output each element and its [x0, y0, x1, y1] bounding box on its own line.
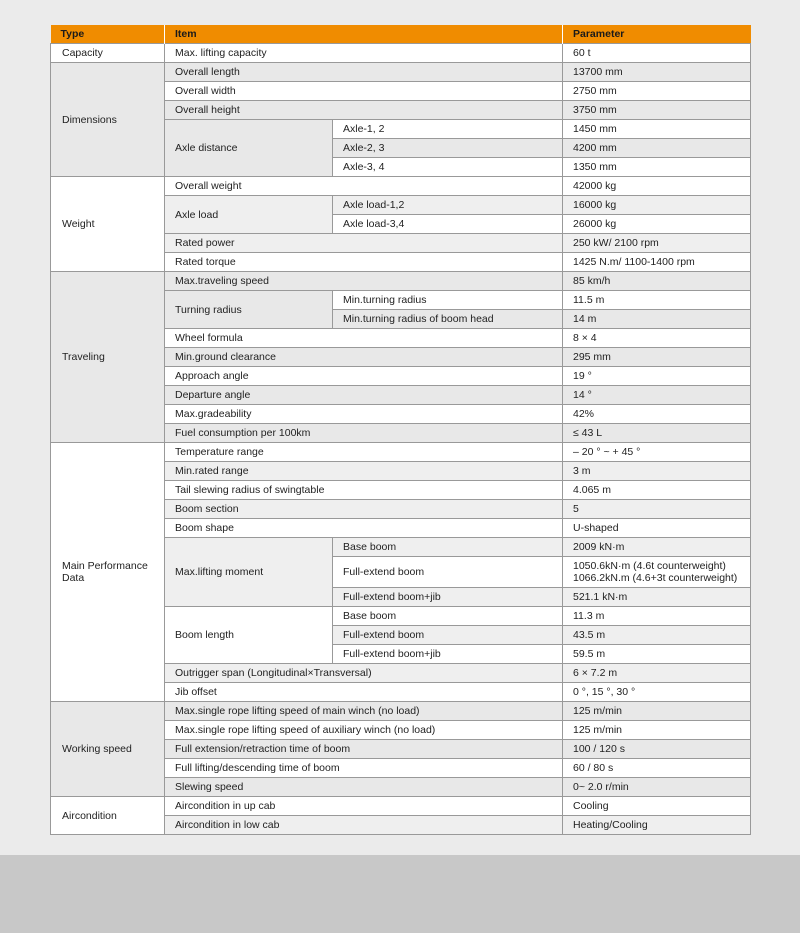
item-cell: Overall length — [165, 63, 563, 82]
table-row — [51, 63, 751, 82]
item-cell: Outrigger span (Longitudinal×Transversal) — [165, 664, 563, 683]
sub-item-cell: Base boom — [333, 607, 563, 626]
value-cell: 4200 mm — [563, 139, 751, 158]
item-cell: Temperature range — [165, 443, 563, 462]
value-cell: 4.065 m — [563, 481, 751, 500]
item-cell: Tail slewing radius of swingtable — [165, 481, 563, 500]
value-cell: ≤ 43 L — [563, 424, 751, 443]
value-cell: 5 — [563, 500, 751, 519]
group-dimensions — [51, 63, 751, 177]
item-cell: Fuel consumption per 100km — [165, 424, 563, 443]
item-cell: Slewing speed — [165, 778, 563, 797]
item-cell: Wheel formula — [165, 329, 563, 348]
value-cell — [563, 557, 751, 588]
sub-item-cell: Full-extend boom — [333, 626, 563, 645]
item-cell: Overall width — [165, 82, 563, 101]
item-cell: Min.ground clearance — [165, 348, 563, 367]
group-weight — [51, 177, 751, 272]
value-cell: 85 km/h — [563, 272, 751, 291]
item-cell: Aircondition in up cab — [165, 797, 563, 816]
header-item: Item — [165, 25, 563, 44]
table-row — [51, 177, 751, 196]
value-cell: 8 × 4 — [563, 329, 751, 348]
item-cell: Axle distance — [165, 120, 333, 177]
item-cell: Boom section — [165, 500, 563, 519]
value-line: 1050.6kN·m (4.6t counterweight) — [573, 560, 726, 572]
group-aircondition — [51, 797, 751, 835]
type-cell: Main Performance Data — [51, 443, 165, 702]
value-cell: 19 ° — [563, 367, 751, 386]
item-cell: Departure angle — [165, 386, 563, 405]
type-cell: Capacity — [51, 44, 165, 63]
value-cell: 1450 mm — [563, 120, 751, 139]
value-cell: 14 ° — [563, 386, 751, 405]
sub-item-cell: Full-extend boom — [333, 557, 563, 588]
sub-item-cell: Full-extend boom+jib — [333, 588, 563, 607]
table-row — [51, 44, 751, 63]
table-row — [51, 702, 751, 721]
value-cell: 16000 kg — [563, 196, 751, 215]
value-cell: 1425 N.m/ 1100-1400 rpm — [563, 253, 751, 272]
item-cell: Boom length — [165, 607, 333, 664]
value-cell: 43.5 m — [563, 626, 751, 645]
item-cell: Overall height — [165, 101, 563, 120]
value-cell: 3 m — [563, 462, 751, 481]
table-row — [51, 443, 751, 462]
item-cell: Axle load — [165, 196, 333, 234]
sub-item-cell: Full-extend boom+jib — [333, 645, 563, 664]
header-type: Type — [51, 25, 165, 44]
item-cell: Max. lifting capacity — [165, 44, 563, 63]
group-working-speed — [51, 702, 751, 797]
value-cell: Heating/Cooling — [563, 816, 751, 835]
value-cell: 2009 kN·m — [563, 538, 751, 557]
sub-item-cell: Min.turning radius of boom head — [333, 310, 563, 329]
header-parameter: Parameter — [563, 25, 751, 44]
item-cell: Rated torque — [165, 253, 563, 272]
item-cell: Aircondition in low cab — [165, 816, 563, 835]
sub-item-cell: Axle load-1,2 — [333, 196, 563, 215]
value-cell: 250 kW/ 2100 rpm — [563, 234, 751, 253]
item-cell: Max.traveling speed — [165, 272, 563, 291]
item-cell: Max.single rope lifting speed of auxiliary winch (no load) — [165, 721, 563, 740]
value-line: 1066.2kN.m (4.6+3t counterweight) — [573, 572, 738, 584]
sub-item-cell: Axle load-3,4 — [333, 215, 563, 234]
item-cell: Turning radius — [165, 291, 333, 329]
value-cell: 59.5 m — [563, 645, 751, 664]
value-cell: 521.1 kN·m — [563, 588, 751, 607]
sub-item-cell: Axle-3, 4 — [333, 158, 563, 177]
item-cell: Max.single rope lifting speed of main winch (no load) — [165, 702, 563, 721]
value-cell: 6 × 7.2 m — [563, 664, 751, 683]
value-cell: 0 °, 15 °, 30 ° — [563, 683, 751, 702]
value-cell: 60 t — [563, 44, 751, 63]
value-cell: 13700 mm — [563, 63, 751, 82]
value-cell: 1350 mm — [563, 158, 751, 177]
table-row — [51, 797, 751, 816]
item-cell: Max.gradeability — [165, 405, 563, 424]
group-traveling — [51, 272, 751, 443]
value-cell: 26000 kg — [563, 215, 751, 234]
item-cell: Overall weight — [165, 177, 563, 196]
value-cell: 295 mm — [563, 348, 751, 367]
type-cell: Traveling — [51, 272, 165, 443]
item-cell: Rated power — [165, 234, 563, 253]
header-row — [51, 25, 751, 44]
sub-item-cell: Min.turning radius — [333, 291, 563, 310]
item-cell: Full lifting/descending time of boom — [165, 759, 563, 778]
item-cell: Full extension/retraction time of boom — [165, 740, 563, 759]
group-capacity — [51, 44, 751, 63]
value-cell: 11.3 m — [563, 607, 751, 626]
type-cell: Weight — [51, 177, 165, 272]
value-cell: Cooling — [563, 797, 751, 816]
value-cell: – 20 ° ~ + 45 ° — [563, 443, 751, 462]
item-cell: Min.rated range — [165, 462, 563, 481]
value-cell: 42000 kg — [563, 177, 751, 196]
type-cell: Aircondition — [51, 797, 165, 835]
specification-table — [50, 25, 751, 835]
item-cell: Max.lifting moment — [165, 538, 333, 607]
item-cell: Approach angle — [165, 367, 563, 386]
value-cell: 0~ 2.0 r/min — [563, 778, 751, 797]
group-performance — [51, 443, 751, 702]
value-cell: 125 m/min — [563, 702, 751, 721]
table-row — [51, 272, 751, 291]
type-cell: Working speed — [51, 702, 165, 797]
sub-item-cell: Axle-1, 2 — [333, 120, 563, 139]
item-cell: Jib offset — [165, 683, 563, 702]
value-cell: U-shaped — [563, 519, 751, 538]
value-cell: 11.5 m — [563, 291, 751, 310]
value-cell: 3750 mm — [563, 101, 751, 120]
sub-item-cell: Base boom — [333, 538, 563, 557]
value-cell: 100 / 120 s — [563, 740, 751, 759]
value-cell: 125 m/min — [563, 721, 751, 740]
value-cell: 2750 mm — [563, 82, 751, 101]
value-cell: 60 / 80 s — [563, 759, 751, 778]
value-cell: 14 m — [563, 310, 751, 329]
value-cell: 42% — [563, 405, 751, 424]
sub-item-cell: Axle-2, 3 — [333, 139, 563, 158]
type-cell: Dimensions — [51, 63, 165, 177]
item-cell: Boom shape — [165, 519, 563, 538]
